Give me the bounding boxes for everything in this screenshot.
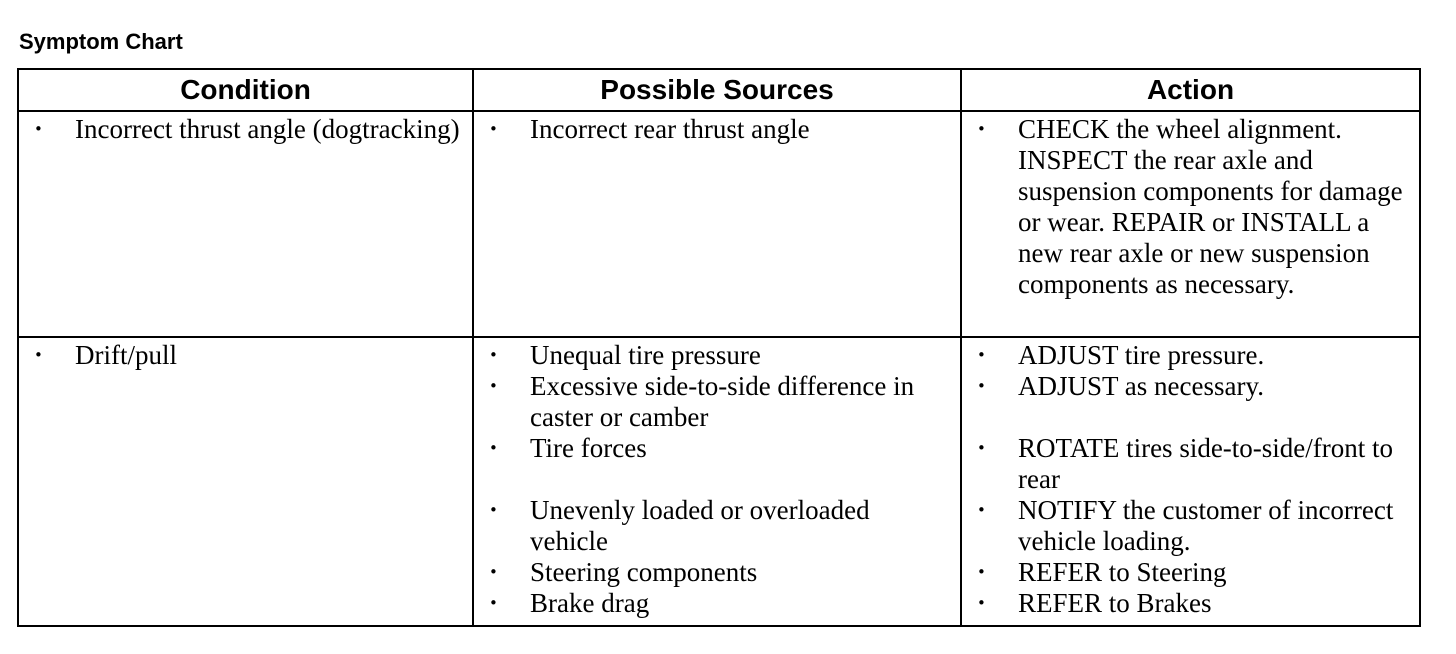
bullet-icon: • <box>489 346 498 364</box>
source-item: • Incorrect rear thrust angle <box>489 114 810 144</box>
action-item: • REFER to Brakes <box>977 588 1212 618</box>
bullet-icon: • <box>977 594 986 612</box>
action-item: • ADJUST tire pressure. <box>977 340 1265 370</box>
bullet-icon: • <box>977 439 986 457</box>
sources-cell <box>473 111 961 337</box>
sources-cell <box>473 337 961 626</box>
condition-cell <box>18 111 473 337</box>
table-row <box>18 337 1420 626</box>
actions-cell <box>961 111 1420 337</box>
bullet-icon: • <box>977 120 986 138</box>
bullet-icon: • <box>489 594 498 612</box>
action-item: • NOTIFY the customer of incorrect vehicle loading. <box>977 495 1394 556</box>
symptom-table <box>17 68 1421 627</box>
bullet-icon: • <box>34 346 43 364</box>
bullet-icon: • <box>489 377 498 395</box>
bullet-icon: • <box>977 501 986 519</box>
condition-item: • Incorrect thrust angle (dogtracking) <box>34 114 460 144</box>
action-item: • ROTATE tires side-to-side/front to rear <box>977 433 1394 494</box>
bullet-icon: • <box>489 563 498 581</box>
bullet-icon: • <box>977 563 986 581</box>
bullet-icon: • <box>489 501 498 519</box>
header-row <box>18 69 1420 111</box>
actions-cell <box>961 337 1420 626</box>
condition-cell <box>18 337 473 626</box>
header-action: Action <box>961 69 1420 111</box>
source-item: • Unequal tire pressure <box>489 340 761 370</box>
bullet-icon: • <box>977 377 986 395</box>
source-item: • Tire forces <box>489 433 647 463</box>
page-title: Symptom Chart <box>19 29 183 54</box>
action-item: • CHECK the wheel alignment. INSPECT the rear axle and suspension components for damage or wear. REPAIR or INSTALL a new rear axle or new suspension components as necessary. <box>977 114 1403 299</box>
header-possible-sources: Possible Sources <box>473 69 961 111</box>
bullet-icon: • <box>489 439 498 457</box>
table-row <box>18 111 1420 337</box>
source-item: • Unevenly loaded or overloaded vehicle <box>489 495 870 556</box>
bullet-icon: • <box>34 120 43 138</box>
action-item: • REFER to Steering <box>977 557 1227 587</box>
source-item: • Steering components <box>489 557 758 587</box>
condition-item: • Drift/pull <box>34 340 177 370</box>
action-item: • ADJUST as necessary. <box>977 371 1264 401</box>
source-item: • Brake drag <box>489 588 650 618</box>
header-condition: Condition <box>18 69 473 111</box>
bullet-icon: • <box>489 120 498 138</box>
bullet-icon: • <box>977 346 986 364</box>
source-item: • Excessive side-to-side difference in caster or camber <box>489 371 915 432</box>
